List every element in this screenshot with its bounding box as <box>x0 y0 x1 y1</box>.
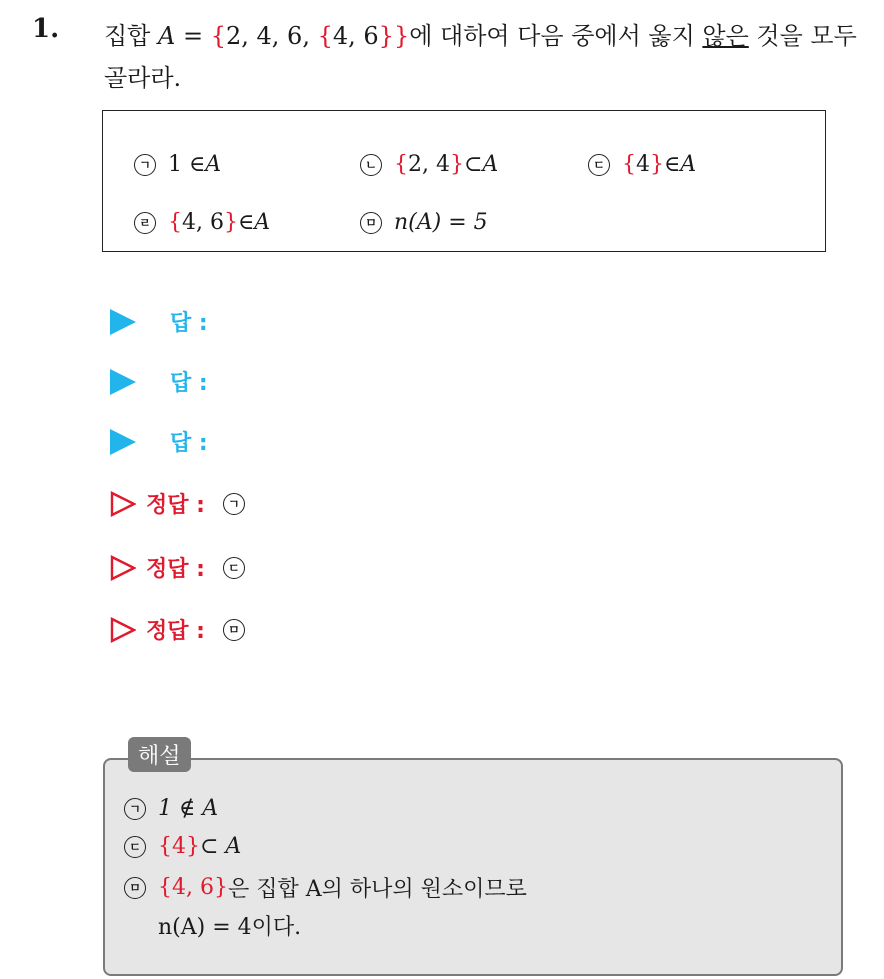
q-set-name: A <box>158 22 176 50</box>
solution-line-4 <box>158 910 301 941</box>
solution-tag: 해설 <box>128 737 191 772</box>
correct-mark-icon: ㄷ <box>223 557 245 579</box>
answer-label: 답 : <box>170 431 208 456</box>
problem-number: 1. <box>32 14 60 44</box>
choice-2 <box>360 152 498 177</box>
answer-label: 답 : <box>170 311 208 336</box>
choice-mark-icon: ㄴ <box>360 154 382 176</box>
filled-triangle-icon <box>110 429 136 455</box>
choice-1 <box>134 152 221 177</box>
outline-triangle-icon <box>110 491 136 517</box>
choice-var: A <box>680 152 697 177</box>
choice-var: A <box>482 152 499 177</box>
answer-row <box>110 366 208 397</box>
brace-open: { <box>622 152 636 177</box>
choice-mark-icon: ㄱ <box>134 154 156 176</box>
solution-text: n(A) = 4이다. <box>158 915 302 940</box>
solution-brace: {4, 6} <box>158 875 228 900</box>
correct-row <box>110 552 257 583</box>
correct-label: 정답 : <box>146 619 205 644</box>
choice-var: n(A) = 5 <box>394 210 488 235</box>
q-inner-close: } <box>378 22 394 50</box>
choice-pre: 1 ∈ <box>168 152 206 177</box>
filled-triangle-icon <box>110 309 136 335</box>
filled-triangle-icon <box>110 369 136 395</box>
solution-box <box>103 758 843 976</box>
q-set-close: } <box>393 22 410 50</box>
choice-3 <box>588 152 696 177</box>
q-set-elems: 2, 4, 6, <box>226 22 318 50</box>
problem-text-line2: 골라라. <box>104 64 182 92</box>
q-post: 에 대하여 다음 중에서 옳지 <box>409 22 703 50</box>
q-equals: = <box>175 22 211 50</box>
correct-label: 정답 : <box>146 493 205 518</box>
solution-line-2 <box>124 834 241 859</box>
choice-content: 2, 4 <box>408 152 450 177</box>
choice-content: 4 <box>636 152 650 177</box>
brace-open: { <box>394 152 408 177</box>
choice-var: A <box>254 210 271 235</box>
outline-triangle-icon <box>110 617 136 643</box>
q-underlined: 않은 <box>702 22 749 50</box>
solution-text: 1 ∉ A <box>158 796 219 821</box>
solution-mark-icon: ㄱ <box>124 798 146 820</box>
solution-text: 은 집합 A의 하나의 원소이므로 <box>227 877 527 902</box>
correct-label: 정답 : <box>146 557 205 582</box>
correct-mark-icon: ㅁ <box>223 619 245 641</box>
q-set-open: { <box>210 22 226 50</box>
correct-row <box>110 488 257 519</box>
answer-row <box>110 426 208 457</box>
brace-close: } <box>650 152 664 177</box>
solution-text: ⊂ A <box>200 834 242 859</box>
q-inner-open: { <box>317 22 333 50</box>
brace-close: } <box>223 210 238 235</box>
choice-4 <box>134 210 270 235</box>
choice-rel: ⊂ <box>463 152 483 177</box>
choice-rel: ∈ <box>664 152 681 177</box>
solution-mark-icon: ㄷ <box>124 836 146 858</box>
q-inner-elems: 4, 6 <box>332 22 379 50</box>
solution-line-3 <box>124 872 527 903</box>
choice-5 <box>360 210 488 235</box>
brace-open: { <box>168 210 182 235</box>
correct-mark-icon: ㄱ <box>223 493 245 515</box>
solution-mark-icon: ㅁ <box>124 877 146 899</box>
choice-var: A <box>205 152 222 177</box>
outline-triangle-icon <box>110 555 136 581</box>
q-pre: 집합 <box>104 22 158 50</box>
solution-line-1 <box>124 796 218 821</box>
problem-text-line1 <box>104 16 857 51</box>
choice-mark-icon: ㄹ <box>134 212 156 234</box>
answer-label: 답 : <box>170 371 208 396</box>
choice-mark-icon: ㄷ <box>588 154 610 176</box>
q-end: 것을 모두 <box>748 22 857 50</box>
solution-brace: {4} <box>158 834 200 859</box>
choice-rel: ∈ <box>237 210 255 235</box>
correct-row <box>110 614 257 645</box>
answer-row <box>110 306 208 337</box>
brace-close: } <box>449 152 464 177</box>
choice-mark-icon: ㅁ <box>360 212 382 234</box>
choice-content: 4, 6 <box>182 210 224 235</box>
